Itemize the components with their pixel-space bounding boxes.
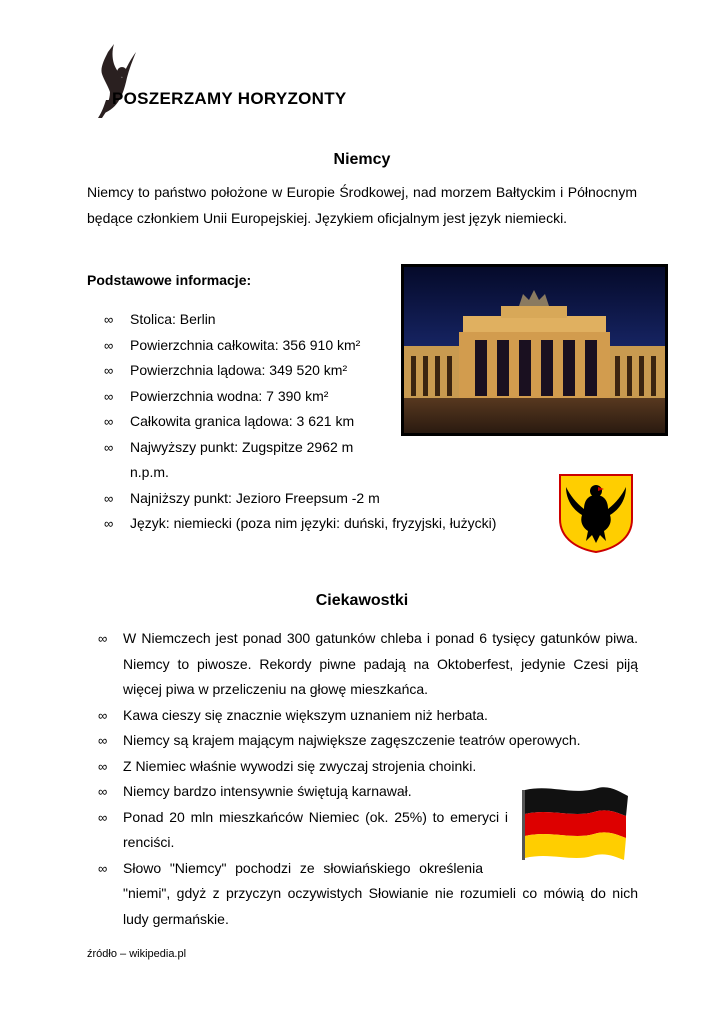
- brandenburg-gate-photo: [401, 264, 668, 436]
- list-item: ∞ Ponad 20 mln mieszkańców Niemiec (ok. 25%) to emeryci i renciści.: [98, 805, 508, 856]
- german-flag-icon: [522, 786, 630, 862]
- list-item: ∞ Powierzchnia wodna: 7 390 km²: [104, 384, 534, 410]
- list-item: ∞ Niemcy są krajem mającym największe zagęszczenie teatrów operowych.: [98, 728, 638, 754]
- infinity-bullet-icon: ∞: [104, 388, 114, 404]
- infinity-bullet-icon: ∞: [104, 516, 114, 531]
- list-item: ∞ Całkowita granica lądowa: 3 621 km: [104, 409, 534, 435]
- source-note: źródło – wikipedia.pl: [87, 948, 187, 960]
- list-item: ∞ W Niemczech jest ponad 300 gatunków chleba i ponad 6 tysięcy gatunków piwa. Niemcy to piwosze. Rekordy piwne padają na Oktoberfest, jedynie Czesi piją więcej piwa w przeliczeniu na głowę mieszkańca.: [98, 626, 638, 703]
- infinity-bullet-icon: ∞: [104, 312, 114, 327]
- infinity-bullet-icon: ∞: [104, 337, 114, 353]
- infinity-bullet-icon: ∞: [98, 733, 108, 748]
- section-title-ciekawostki: Ciekawostki: [315, 592, 409, 609]
- infinity-bullet-icon: ∞: [98, 758, 108, 774]
- infinity-bullet-icon: ∞: [98, 707, 108, 723]
- list-item: ∞ Z Niemiec właśnie wywodzi się zwyczaj strojenia choinki.: [98, 754, 638, 780]
- intro-paragraph: Niemcy to państwo położone w Europie Środkowej, nad morzem Bałtyckim i Północnym będące członkiem Unii Europejskiej. Językiem oficjalnym jest język niemiecki.: [87, 184, 637, 226]
- facts-list: [98, 626, 638, 932]
- coat-of-arms-icon: [558, 473, 634, 553]
- infinity-bullet-icon: ∞: [104, 414, 114, 429]
- list-item: ∞ Niemcy bardzo intensywnie świętują karnawał.: [98, 779, 638, 805]
- infinity-bullet-icon: ∞: [98, 809, 108, 825]
- infinity-bullet-icon: ∞: [104, 490, 114, 506]
- logo-text: POSZERZAMY HORYZONTY: [112, 89, 347, 108]
- infinity-bullet-icon: ∞: [98, 784, 108, 799]
- list-item: ∞ Słowo "Niemcy" pochodzi ze słowiańskiego określenia "niemi", gdyż z przyczyn oczywistych Słowianie nie rozumieli co mówią do nich ludy germańskie.: [98, 856, 638, 933]
- list-item: ∞ Język: niemiecki (poza nim języki: duński, fryzyjski, łużycki): [104, 511, 570, 537]
- info-heading: Podstawowe informacje:: [87, 272, 252, 288]
- infinity-bullet-icon: ∞: [104, 363, 114, 378]
- infinity-bullet-icon: ∞: [98, 860, 108, 876]
- infinity-bullet-icon: ∞: [104, 439, 114, 455]
- page-title: Niemcy: [333, 151, 391, 168]
- list-item: ∞ Kawa cieszy się znacznie większym uznaniem niż herbata.: [98, 703, 638, 729]
- list-item: ∞ Powierzchnia lądowa: 349 520 km²: [104, 358, 534, 384]
- list-item: ∞ Powierzchnia całkowita: 356 910 km²: [104, 333, 534, 359]
- list-item: ∞ Najwyższy punkt: Zugspitze 2962 m n.p.m.: [104, 435, 370, 486]
- infinity-bullet-icon: ∞: [98, 631, 108, 646]
- list-item: ∞ Stolica: Berlin: [104, 307, 534, 333]
- list-item: ∞ Najniższy punkt: Jezioro Freepsum -2 m: [104, 486, 534, 512]
